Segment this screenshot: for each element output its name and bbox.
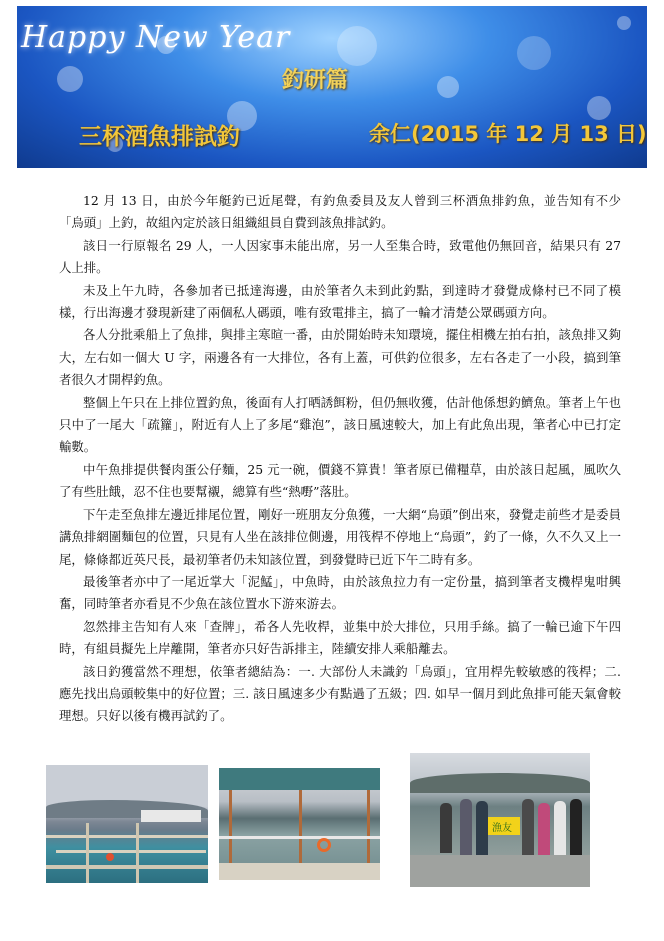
support-post — [299, 790, 302, 870]
person — [554, 801, 566, 855]
person — [460, 799, 472, 855]
photo-raft-shelter — [219, 768, 380, 880]
life-ring — [317, 838, 331, 852]
paragraph: 12 月 13 日，由於今年艇釣已近尾聲，有釣魚委員及友人曾到三杯酒魚排釣魚，並告知有不少「烏頭」上釣，故組內定於該日組織組員自費到該魚排試釣。 — [59, 193, 621, 231]
group-banner — [488, 817, 520, 835]
paragraph: 未及上午九時，各參加者已抵達海邊，由於筆者久未到此釣點，到達時才發覺成條村已不同了模樣，行出海邊才發現新建了兩個私人碼頭，唯有致電排主，搞了一輪才清楚公眾碼頭方向。 — [59, 282, 621, 321]
roof-canopy — [219, 768, 380, 790]
raft-walkway — [46, 865, 208, 869]
section-heading: 釣研篇 — [282, 68, 349, 93]
paragraph: 下午走至魚排左邊近排尾位置，剛好一班朋友分魚獲，一大網“烏頭”倒出來，發覺走前些才是委員講魚排網圍麵包的位置，只見有人坐在該排位側邊，用筏桿不停地上“烏頭”，釣了一條，久不久又上一尾，條條都近英尺長，最初筆者仍未知該位置，到發覺時已近下午二時有多。 — [59, 506, 621, 567]
bokeh-light — [337, 26, 377, 66]
paragraph: 該日一行原報名 29 人，一人因家事未能出席，另一人至集合時，致電他仍無回音，結果只有 27 人上排。 — [59, 237, 621, 276]
group-banner-text: 漁友 — [492, 823, 512, 834]
raft-walkway — [46, 835, 208, 838]
bokeh-light — [587, 96, 611, 120]
person — [476, 801, 488, 855]
mountain-silhouette — [410, 773, 590, 793]
bokeh-light — [437, 76, 459, 98]
paragraph: 各人分批乘船上了魚排，與排主寒暄一番，由於開始時未知環境，擺住相機左拍右拍，該魚排又夠大，左右如一個大 U 字，兩邊各有一大排位，各有上蓋，可供釣位很多，左右各走了一小段，搞到筆者很久才開桿釣魚。 — [59, 327, 621, 388]
paragraph: 該日釣獲當然不理想，依筆者總結為：一. 大部份人未識釣「烏頭」，宜用桿先較敏感的筏桿；二. 應先找出烏頭較集中的好位置；三. 該日風速多少有點過了五級；四. 如早一個月到此魚排可能天氣會較理想。只好以後有機再試釣了。 — [59, 663, 621, 724]
raft-hut — [141, 810, 201, 822]
photo-group — [410, 753, 590, 887]
bokeh-light — [617, 16, 631, 30]
article-body — [59, 190, 621, 728]
person — [570, 799, 582, 855]
paragraph: 整個上午只在上排位置釣魚，後面有人打晒誘餌粉，但仍無收獲，估計他係想釣鱭魚。筆者上午也只中了一尾大「疏籮」，附近有人上了多尾“雞泡”，該日風速較大，加上有此魚出現，筆者心中已打定輸數。 — [59, 394, 621, 455]
person — [440, 803, 452, 853]
support-post — [367, 790, 370, 870]
paragraph: 最後筆者亦中了一尾近掌大「泥鯭」，中魚時，由於該魚拉力有一定份量，搞到筆者支機桿鬼咁興奮，同時筆者亦看見不少魚在該位置水下游來游去。 — [59, 573, 621, 612]
author-date: 余仁(2015 年 12 月 13 日) — [369, 122, 647, 146]
header-banner — [17, 6, 647, 168]
bokeh-light — [517, 36, 551, 70]
person — [522, 799, 534, 855]
paragraph: 忽然排主告知有人來「查牌」，希各人先收桿，並集中於大排位，只用手絲。搞了一輪已逾下午四時，有組員擬先上岸離開，筆者亦只好告訴排主，陸續安排人乘船離去。 — [59, 618, 621, 657]
bokeh-light — [57, 66, 83, 92]
support-post — [229, 790, 232, 870]
greeting-text: Happy New Year — [21, 20, 291, 55]
railing — [219, 836, 380, 839]
raft-beam — [136, 823, 139, 883]
raft-walkway — [56, 850, 206, 853]
buoy — [106, 853, 114, 861]
paragraph: 中午魚排提供餐肉蛋公仔麵，25 元一碗，價錢不算貴！筆者原已備糧草，由於該日起風，風吹久了有些肚餓，忍不住也要幫襯，總算有些“熱嘢”落肚。 — [59, 461, 621, 500]
deck-floor — [410, 855, 590, 887]
deck-floor — [219, 863, 380, 880]
article-title: 三杯酒魚排試釣 — [79, 124, 240, 150]
person — [538, 803, 550, 855]
photo-fish-rafts — [46, 765, 208, 883]
raft-beam — [86, 823, 89, 883]
